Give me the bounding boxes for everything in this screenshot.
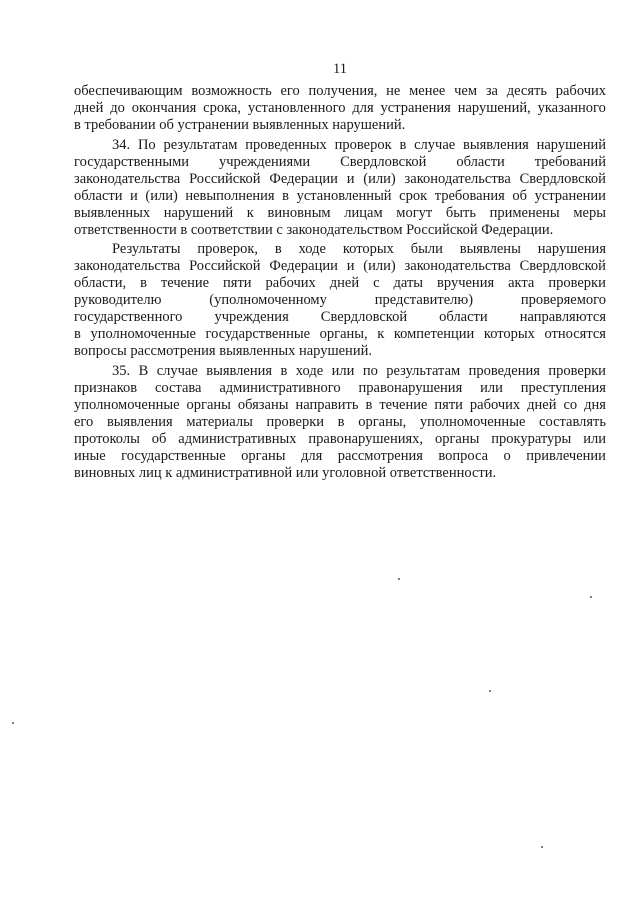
word: государственные: [205, 326, 311, 343]
word: его: [74, 414, 94, 431]
word: дней: [329, 275, 360, 292]
word: выявления: [463, 136, 529, 153]
word: уполномоченные: [90, 326, 196, 343]
word: преступления: [520, 380, 606, 397]
word: В: [138, 363, 149, 380]
word: устранения: [380, 100, 451, 116]
word: признаков: [74, 380, 138, 397]
word: административных: [178, 431, 297, 448]
text-line: [74, 275, 606, 292]
text-line: [74, 326, 606, 343]
word: указанного: [537, 100, 606, 116]
word: правонарушениях,: [308, 431, 424, 448]
word: для: [300, 448, 323, 465]
word: нарушений,: [457, 100, 531, 116]
text-line: вопросы рассмотрения выявленных нарушений.: [74, 343, 372, 360]
word: (уполномоченному: [209, 292, 327, 309]
word: вручения: [437, 275, 495, 292]
word: с: [373, 275, 380, 292]
word: правонарушения: [358, 380, 463, 397]
word: менее: [409, 83, 446, 99]
text-line: [74, 171, 606, 188]
scan-speck: [590, 596, 592, 598]
word: иные: [74, 448, 106, 465]
word: окончания: [131, 100, 197, 116]
word: состава: [154, 380, 202, 397]
word: были: [410, 241, 443, 258]
word: могут: [396, 204, 433, 221]
word: законодательства: [74, 170, 181, 187]
word: относятся: [544, 326, 606, 343]
word: направляются: [519, 309, 606, 326]
word: за: [485, 83, 498, 99]
word: проведения: [468, 363, 540, 380]
word: устранении: [534, 187, 606, 204]
word: возможность: [191, 83, 272, 99]
word: по: [362, 363, 378, 380]
text-line: [74, 292, 606, 309]
text-line: в требовании об устранении выявленных нарушений.: [74, 117, 406, 133]
word: срок: [399, 187, 428, 204]
word: рабочих: [265, 275, 316, 292]
text-line: [74, 448, 606, 465]
text-line: [74, 83, 606, 100]
word: в: [274, 241, 282, 258]
paragraph-35: [74, 363, 606, 482]
paragraph-results: [74, 241, 606, 360]
word: составлять: [539, 414, 606, 431]
word: протоколы: [74, 431, 140, 448]
word: области,: [74, 275, 127, 292]
word: течение: [379, 397, 428, 414]
word: прокуратуры: [491, 431, 572, 448]
word: виновным: [267, 204, 331, 221]
word: или: [480, 380, 503, 397]
word: не: [386, 83, 401, 99]
word: нарушений: [163, 204, 234, 221]
word: проверок,: [197, 241, 258, 258]
word: в: [282, 187, 290, 204]
word: лицам: [344, 204, 383, 221]
word: в: [365, 397, 373, 414]
word: в: [280, 363, 288, 380]
word: Федерации: [269, 258, 338, 275]
word: выявления: [206, 363, 273, 380]
word: дней: [74, 100, 104, 116]
word: государственные: [121, 448, 226, 465]
word: которых: [342, 241, 394, 258]
word: проверки: [548, 363, 606, 380]
scan-speck: [12, 722, 14, 724]
text-line: [74, 414, 606, 431]
word: быть: [445, 204, 476, 221]
word: 34.: [112, 136, 131, 153]
word: до: [110, 100, 125, 116]
word: (или): [363, 258, 396, 275]
text-line: [74, 258, 606, 275]
word: течение: [160, 275, 210, 292]
word: нарушений: [536, 136, 606, 153]
word: области: [74, 187, 123, 204]
word: выявления: [106, 414, 173, 431]
word: получения,: [308, 83, 378, 99]
word: со: [563, 397, 578, 414]
word: уполномоченные: [419, 414, 526, 431]
word: дня: [584, 397, 606, 414]
word: обеспечивающим: [74, 83, 183, 99]
word: рассмотрения: [337, 448, 423, 465]
word: проверки: [266, 414, 325, 431]
text-line: [74, 188, 606, 205]
word: законодательства: [74, 258, 181, 275]
word: пяти: [223, 275, 252, 292]
word: проверки: [548, 275, 606, 292]
word: или: [331, 363, 355, 380]
word: привлечении: [526, 448, 606, 465]
word: государственного: [74, 309, 183, 326]
scan-speck: [489, 690, 491, 692]
word: установленный: [296, 187, 392, 204]
word: вопроса: [438, 448, 489, 465]
word: требований: [534, 153, 606, 170]
word: органы,: [358, 414, 407, 431]
text-line: [74, 397, 606, 414]
word: даты: [393, 275, 424, 292]
word: ходе: [298, 241, 326, 258]
word: Федерации: [269, 170, 338, 187]
word: проверяемого: [520, 292, 606, 309]
text-line: ответственности в соответствии с законодательством Российской Федерации.: [74, 221, 554, 238]
word: результатам: [386, 363, 461, 380]
word: ходе: [295, 363, 324, 380]
word: выявлены: [459, 241, 521, 258]
word: и: [130, 187, 138, 204]
text-line: [74, 100, 606, 117]
word: Свердловской: [340, 153, 427, 170]
word: чем: [454, 83, 478, 99]
word: акта: [508, 275, 535, 292]
word: направить: [295, 397, 359, 414]
word: учреждения: [214, 309, 289, 326]
word: Свердловской: [519, 258, 606, 275]
word: рабочих: [469, 397, 521, 414]
word: установленного: [247, 100, 346, 116]
word: государственными: [74, 153, 190, 170]
word: применены: [489, 204, 560, 221]
word: Российской: [189, 170, 261, 187]
word: дней: [527, 397, 557, 414]
word: обязаны: [237, 397, 289, 414]
word: области: [439, 309, 488, 326]
word: или: [583, 431, 606, 448]
word: Российской: [189, 258, 261, 275]
word: в: [74, 326, 81, 343]
word: пяти: [434, 397, 463, 414]
word: органы: [241, 448, 286, 465]
word: невыполнения: [185, 187, 275, 204]
word: органы: [434, 431, 480, 448]
word: нарушения: [537, 241, 606, 258]
word: в: [337, 414, 345, 431]
word: об: [512, 187, 527, 204]
word: руководителю: [74, 292, 162, 309]
word: об: [151, 431, 167, 448]
word: которых: [483, 326, 535, 343]
word: материалы: [186, 414, 253, 431]
word: в: [399, 136, 407, 153]
page-number: 11: [333, 61, 347, 77]
scan-speck: [398, 578, 400, 580]
word: Свердловской: [320, 309, 408, 326]
word: представителю): [374, 292, 474, 309]
word: срока,: [203, 100, 241, 116]
word: Свердловской: [519, 170, 606, 187]
text-line: [74, 363, 606, 380]
word: и: [346, 170, 355, 187]
word: и: [346, 258, 355, 275]
word: административного: [219, 380, 341, 397]
text-line: [74, 431, 606, 448]
word: его: [280, 83, 300, 99]
word: меры: [573, 204, 606, 221]
word: области: [456, 153, 505, 170]
word: случае: [414, 136, 456, 153]
word: результатам: [163, 136, 238, 153]
word: в: [140, 275, 147, 292]
word: для: [352, 100, 374, 116]
text-line: виновных лиц к административной или уголовной ответственности.: [74, 465, 497, 482]
word: (или): [363, 170, 396, 187]
word: проведенных: [245, 136, 327, 153]
text-line: [74, 205, 606, 222]
text-line: [74, 137, 606, 154]
word: выявленных: [74, 204, 151, 221]
text-line: [74, 241, 606, 258]
word: органы,: [319, 326, 368, 343]
word: законодательства: [404, 258, 511, 275]
paragraph-34: [74, 137, 606, 239]
document-body: [74, 83, 606, 482]
word: случае: [156, 363, 198, 380]
text-line: [74, 380, 606, 397]
word: десять: [506, 83, 547, 99]
word: По: [137, 136, 156, 153]
word: (или): [145, 187, 178, 204]
text-line: [74, 309, 606, 326]
word: учреждениями: [218, 153, 311, 170]
word: к: [246, 204, 254, 221]
word: к: [377, 326, 385, 343]
word: законодательства: [404, 170, 511, 187]
word: Результаты: [112, 241, 181, 258]
word: требования: [434, 187, 505, 204]
word: органы: [186, 397, 231, 414]
word: о: [503, 448, 511, 465]
text-line: [74, 154, 606, 171]
paragraph-continuation: [74, 83, 606, 134]
word: компетенции: [393, 326, 475, 343]
word: уполномоченные: [74, 397, 180, 414]
word: проверок: [334, 136, 392, 153]
word: рабочих: [555, 83, 606, 99]
word: 35.: [112, 363, 131, 380]
scan-speck: [541, 846, 543, 848]
